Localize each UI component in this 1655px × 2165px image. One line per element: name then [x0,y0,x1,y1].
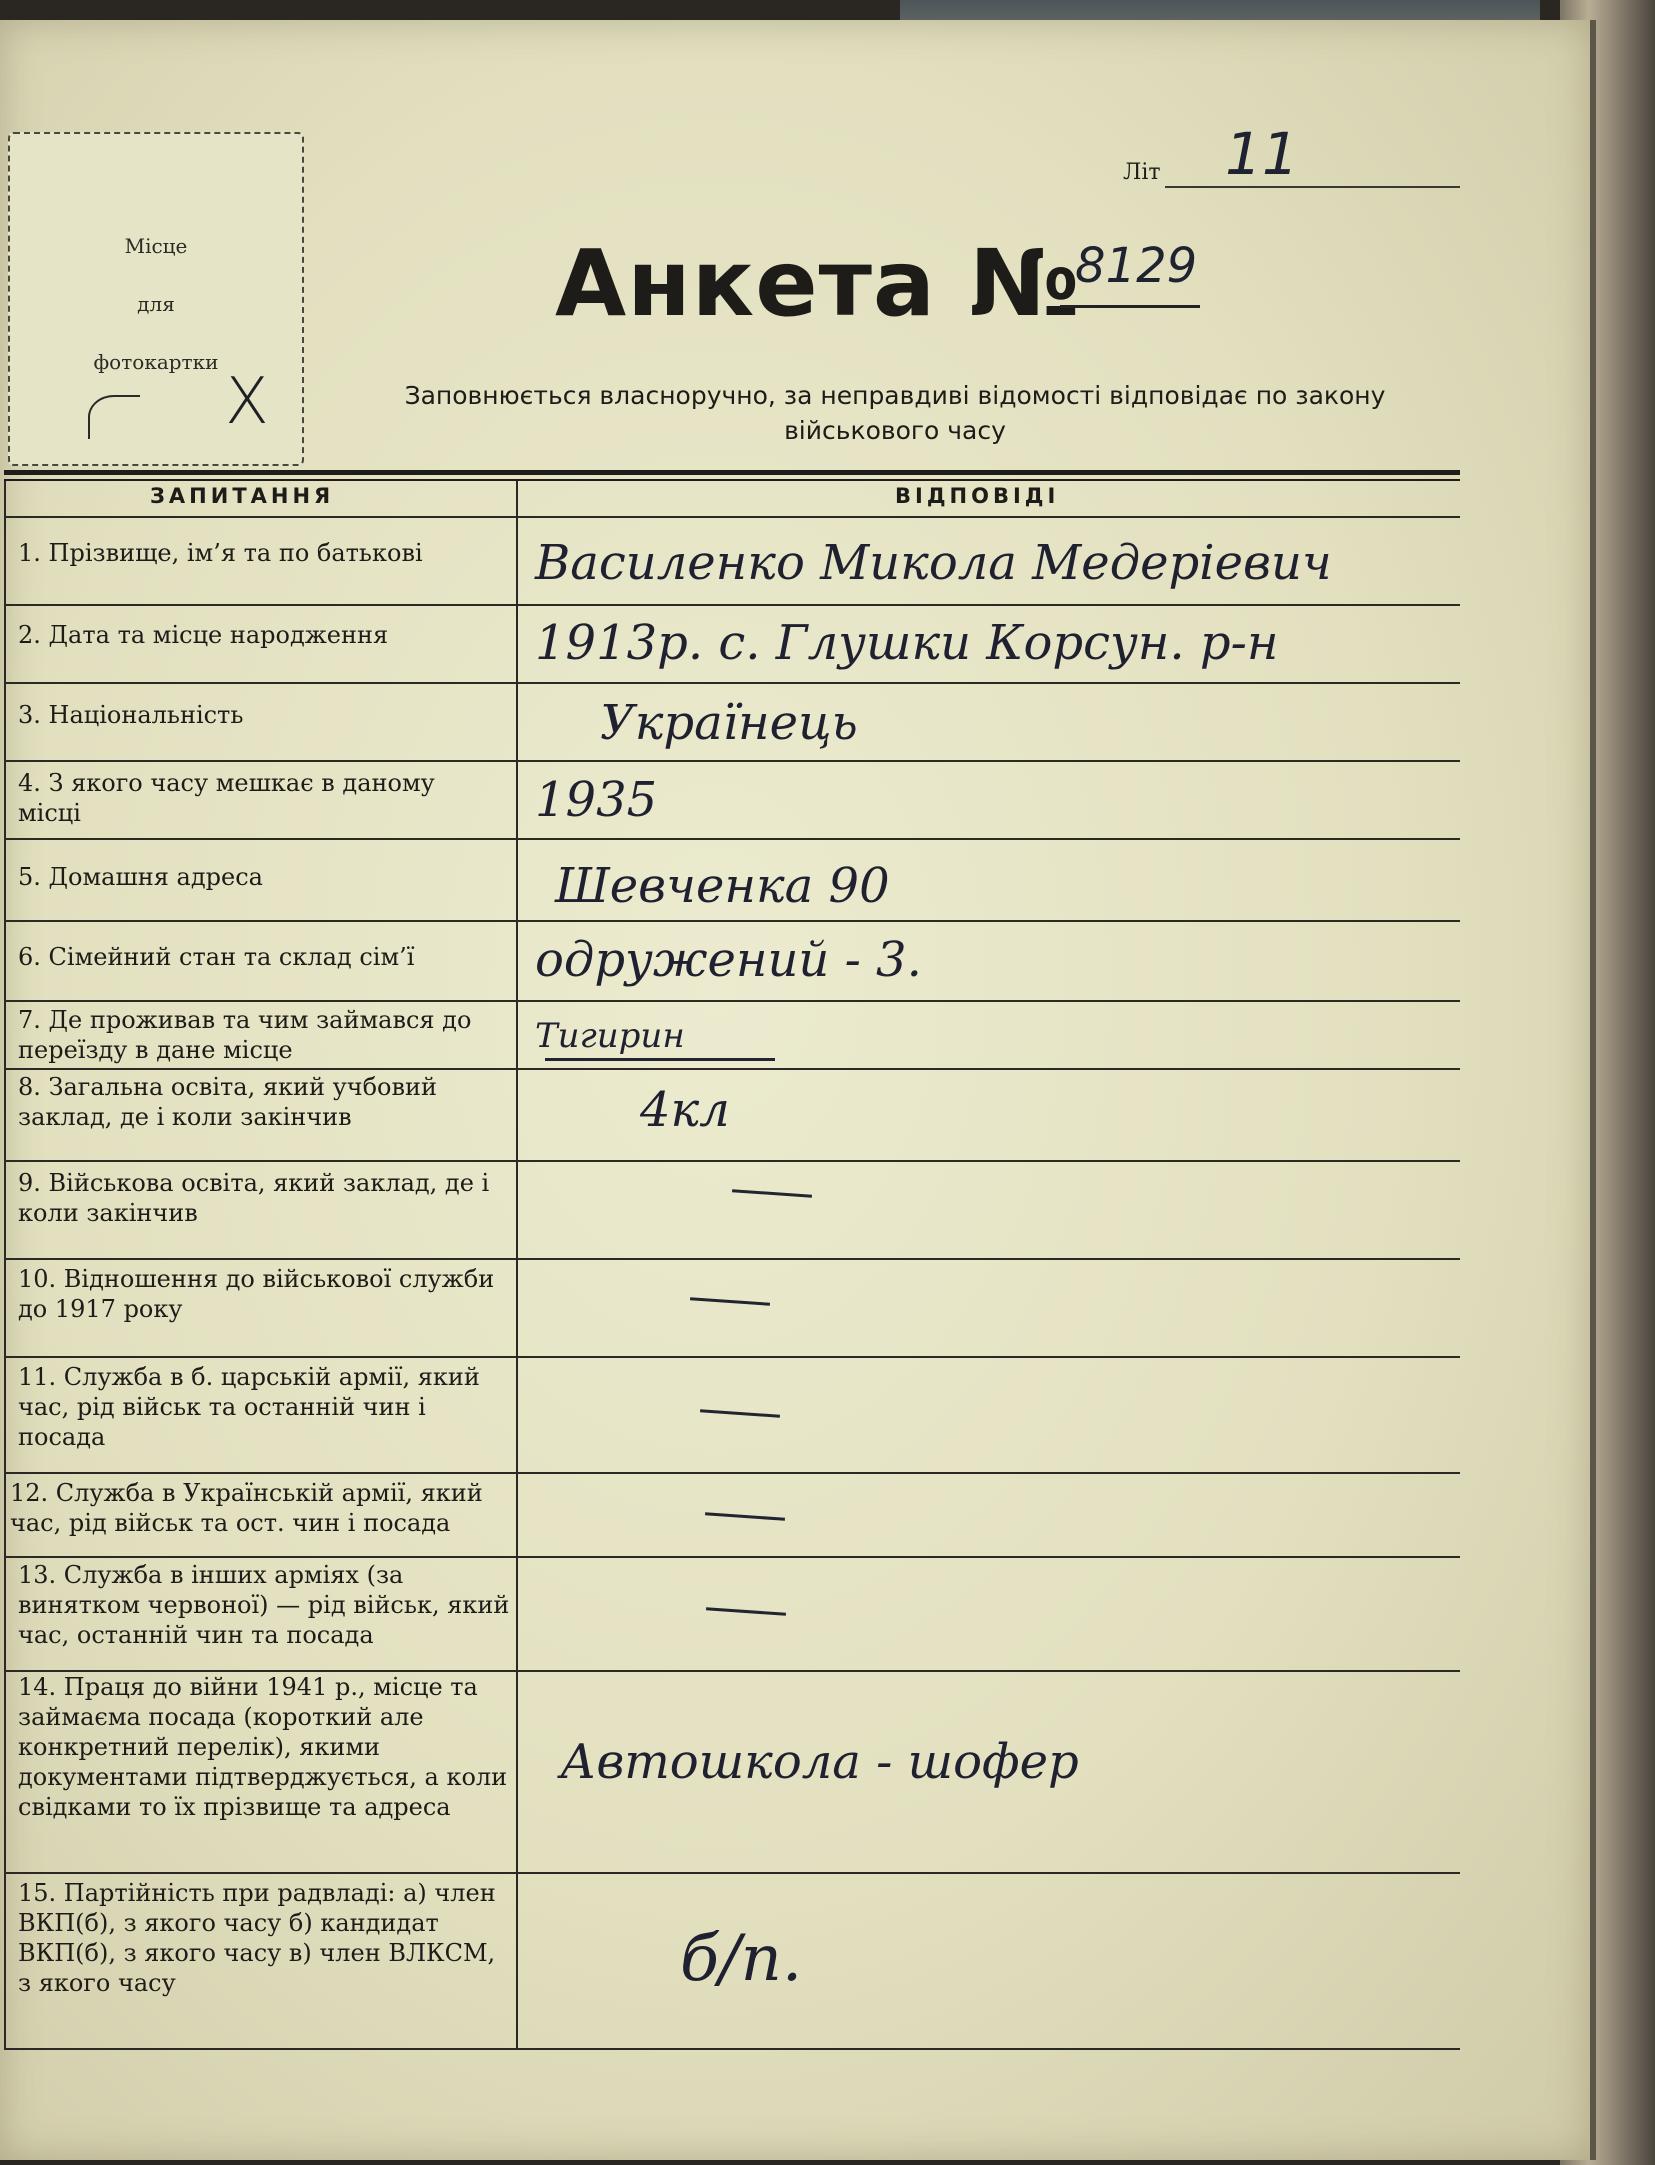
header-questions: ЗАПИТАННЯ [150,484,335,508]
question-3: 3. Національність [18,701,244,729]
answer-7: Тигирин [535,1016,685,1056]
lit-value: 11 [1225,120,1299,188]
answer-13-dash [706,1607,786,1616]
row-divider [4,1356,1460,1358]
answer-14: Автошкола - шофер [560,1734,1079,1790]
answer-6: одружений - 3. [535,932,922,988]
lit-label: Літ [1123,160,1161,185]
question-10: 10. Відношення до військової служби до 1917 року [18,1265,495,1323]
answer-7-strikethrough [545,1058,775,1061]
row-divider [4,682,1460,684]
table-left-border [4,481,6,2049]
row-divider [4,1872,1460,1874]
row-divider [4,838,1460,840]
question-11: 11. Служба в б. царській армії, який час, рід військ та останній чин і посада [18,1363,480,1451]
question-7: 7. Де проживав та чим займався до переїзду в дане місце [18,1006,472,1064]
row-divider [4,604,1460,606]
question-5: 5. Домашня адреса [18,863,263,891]
photo-label-line-2: для [137,292,175,316]
row-divider [4,1068,1460,1070]
row-divider [4,516,1460,518]
row-divider [4,1160,1460,1162]
answer-1: Василенко Микола Медеріевич [535,535,1332,591]
question-13: 13. Служба в інших арміях (за винятком червоної) — рід військ, який час, останній чин та посада [18,1561,510,1649]
answer-10-dash [690,1297,770,1306]
lit-underline [1165,186,1460,188]
row-divider [4,920,1460,922]
question-6: 6. Сімейний стан та склад сім’ї [18,943,415,971]
question-9: 9. Військова освіта, який заклад, де і коли закінчив [18,1169,490,1227]
question-1: 1. Прізвище, ім’я та по батькові [18,539,423,567]
question-2: 2. Дата та місце народження [18,621,389,649]
answer-4: 1935 [535,772,658,828]
photo-label-line-3: фотокартки [93,350,219,374]
photo-pencil-curve [88,395,140,439]
table-column-divider [516,481,518,2049]
answer-15: б/п. [680,1922,803,1996]
question-14: 14. Праця до війни 1941 р., місце та займаєма посада (короткий але конкретний перелік), якими документами підтверджується, а коли свідками то їх прізвище та адреса [18,1673,508,1821]
row-divider [4,1472,1460,1474]
answer-8: 4кл [640,1082,730,1138]
row-divider [4,1258,1460,1260]
row-divider [4,760,1460,762]
row-divider [4,1000,1460,1002]
answer-2: 1913р. с. Глушки Корсун. р-н [535,615,1279,671]
question-15: 15. Партійність при радвладі: а) член ВКП(б), з якого часу б) кандидат ВКП(б), з якого часу в) член ВЛКСМ, з якого часу [18,1879,496,1997]
answer-5: Шевченка 90 [555,858,890,914]
questionnaire-page [0,20,1596,2160]
answer-9-dash [732,1189,812,1198]
questionnaire-number: 8129 [1075,238,1198,294]
answer-11-dash [700,1409,780,1418]
header-answers: ВІДПОВІДІ [895,484,1060,508]
question-12: 12. Служба в Українській армії, який час, рід військ та ост. чин і посада [10,1479,483,1537]
answer-3: Українець [600,695,858,751]
table-top-rule-thin [4,479,1460,481]
row-divider [4,2048,1460,2050]
page-subtitle: Заповнюється власноручно, за неправдиві відомості відповідає по закону військового часу [404,381,1386,445]
answer-12-dash [705,1512,785,1521]
table-top-rule [4,470,1460,475]
question-8: 8. Загальна освіта, який учбовий заклад, де і коли закінчив [18,1073,437,1131]
page-title: Анкета № [555,230,1081,337]
question-4: 4. З якого часу мешкає в даному місці [18,769,435,827]
photo-handwritten-mark: X [225,365,269,439]
photo-label-line-1: Місце [124,234,188,258]
questionnaire-number-underline [1060,305,1200,308]
row-divider [4,1556,1460,1558]
